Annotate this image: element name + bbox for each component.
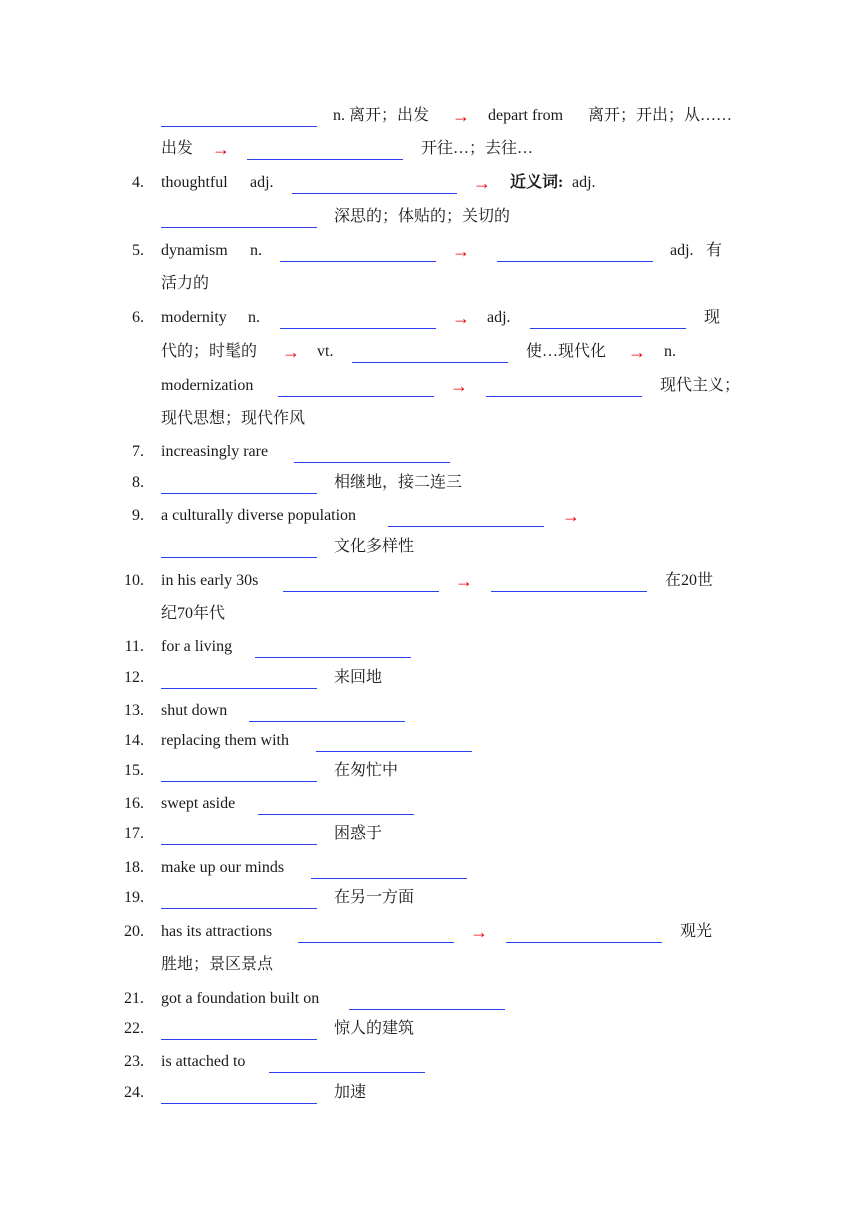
arrow-icon: →	[473, 173, 491, 193]
item-row	[0, 1050, 860, 1074]
item-text: 代的；时髦的	[161, 343, 258, 360]
arrow-icon: →	[628, 342, 646, 362]
arrow-icon: →	[452, 241, 470, 261]
answer-blank[interactable]	[161, 205, 317, 228]
item-text: adj.	[487, 309, 511, 326]
item-number: 24.	[124, 1084, 144, 1101]
item-text: 困惑于	[334, 825, 383, 842]
item-row	[0, 205, 860, 229]
item-number: 11.	[124, 638, 144, 655]
item-text: 文化多样性	[334, 538, 415, 555]
item-text: modernity	[161, 309, 227, 326]
answer-blank[interactable]	[161, 471, 317, 494]
item-row	[0, 792, 860, 816]
item-number: 21.	[124, 990, 144, 1007]
arrow-icon: →	[212, 139, 230, 159]
answer-blank[interactable]	[255, 635, 411, 658]
item-text: 惊人的建筑	[334, 1020, 415, 1037]
item-text: n.	[250, 242, 262, 259]
answer-blank[interactable]	[161, 886, 317, 909]
item-text: depart from	[488, 107, 564, 124]
item-number: 15.	[124, 762, 144, 779]
item-row	[0, 374, 860, 398]
answer-blank[interactable]	[161, 104, 317, 127]
item-number: 10.	[124, 572, 144, 589]
item-number: 12.	[124, 669, 144, 686]
item-row	[0, 306, 860, 330]
item-text: adj.	[572, 174, 596, 191]
item-row	[0, 635, 860, 659]
answer-blank[interactable]	[280, 239, 436, 262]
item-text: 深思的；体贴的；关切的	[334, 208, 511, 225]
item-number: 22.	[124, 1020, 144, 1037]
item-text: in his early 30s	[161, 572, 259, 589]
answer-blank[interactable]	[283, 569, 439, 592]
item-text: 观光	[680, 923, 713, 940]
answer-blank[interactable]	[247, 137, 403, 160]
item-row	[0, 569, 860, 593]
item-text: vt.	[317, 343, 334, 360]
item-text: got a foundation built on	[161, 990, 320, 1007]
item-row	[0, 340, 860, 364]
item-number: 7.	[132, 443, 144, 460]
item-text: a culturally diverse population	[161, 507, 357, 524]
item-row	[0, 953, 860, 977]
item-text: 近义词:	[510, 174, 564, 191]
item-row	[0, 987, 860, 1011]
answer-blank[interactable]	[486, 374, 642, 397]
answer-blank[interactable]	[530, 306, 686, 329]
item-text: 开往…；去往…	[421, 140, 534, 157]
item-text: 在另一方面	[334, 889, 415, 906]
item-number: 4.	[132, 174, 144, 191]
answer-blank[interactable]	[352, 340, 508, 363]
answer-blank[interactable]	[269, 1050, 425, 1073]
arrow-icon: →	[282, 342, 300, 362]
item-row	[0, 822, 860, 846]
item-text: n. 离开；出发	[333, 107, 430, 124]
item-text: increasingly rare	[161, 443, 269, 460]
item-number: 13.	[124, 702, 144, 719]
arrow-icon: →	[562, 506, 580, 526]
item-row	[0, 137, 860, 161]
item-text: 离开；开出；从……	[588, 107, 733, 124]
arrow-icon: →	[452, 106, 470, 126]
item-row	[0, 856, 860, 880]
item-row	[0, 1017, 860, 1041]
item-text: shut down	[161, 702, 228, 719]
item-row	[0, 407, 860, 431]
answer-blank[interactable]	[161, 1081, 317, 1104]
item-number: 9.	[132, 507, 144, 524]
item-text: 现代主义；	[660, 377, 741, 394]
item-text: make up our minds	[161, 859, 285, 876]
item-number: 19.	[124, 889, 144, 906]
item-number: 5.	[132, 242, 144, 259]
answer-blank[interactable]	[491, 569, 647, 592]
item-row	[0, 440, 860, 464]
item-text: thoughtful	[161, 174, 228, 191]
item-text: dynamism	[161, 242, 228, 259]
item-text: 现	[704, 309, 721, 326]
answer-blank[interactable]	[311, 856, 467, 879]
answer-blank[interactable]	[278, 374, 434, 397]
item-row	[0, 699, 860, 723]
arrow-icon: →	[452, 308, 470, 328]
item-row	[0, 602, 860, 626]
answer-blank[interactable]	[161, 822, 317, 845]
item-text: n.	[664, 343, 676, 360]
answer-blank[interactable]	[506, 920, 662, 943]
answer-blank[interactable]	[161, 535, 317, 558]
item-text: 在20世	[665, 572, 714, 589]
answer-blank[interactable]	[161, 1017, 317, 1040]
answer-blank[interactable]	[294, 440, 450, 463]
item-text: 胜地；景区景点	[161, 956, 274, 973]
item-number: 18.	[124, 859, 144, 876]
item-text: 现代思想；现代作风	[161, 410, 306, 427]
item-text: 纪70年代	[161, 605, 226, 622]
item-row	[0, 1081, 860, 1105]
item-text: replacing them with	[161, 732, 289, 749]
item-text: modernization	[161, 377, 254, 394]
item-text: 使…现代化	[526, 343, 607, 360]
arrow-icon: →	[470, 922, 488, 942]
answer-blank[interactable]	[258, 792, 414, 815]
answer-blank[interactable]	[292, 171, 457, 194]
item-number: 17.	[124, 825, 144, 842]
item-text: swept aside	[161, 795, 236, 812]
item-number: 20.	[124, 923, 144, 940]
item-row	[0, 535, 860, 559]
item-text: 加速	[334, 1084, 367, 1101]
item-text: 相继地，接二连三	[334, 474, 463, 491]
item-text: adj.	[670, 242, 694, 259]
item-row	[0, 239, 860, 263]
item-text: n.	[248, 309, 260, 326]
item-text: for a living	[161, 638, 233, 655]
answer-blank[interactable]	[298, 920, 454, 943]
item-row	[0, 272, 860, 296]
item-text: has its attractions	[161, 923, 273, 940]
answer-blank[interactable]	[280, 306, 436, 329]
item-row	[0, 471, 860, 495]
answer-blank[interactable]	[349, 987, 505, 1010]
item-number: 6.	[132, 309, 144, 326]
item-row	[0, 171, 860, 195]
item-number: 23.	[124, 1053, 144, 1070]
item-row	[0, 886, 860, 910]
answer-blank[interactable]	[497, 239, 653, 262]
answer-blank[interactable]	[316, 729, 472, 752]
item-row	[0, 504, 860, 528]
answer-blank[interactable]	[388, 504, 544, 527]
item-text: 来回地	[334, 669, 383, 686]
item-number: 8.	[132, 474, 144, 491]
arrow-icon: →	[455, 571, 473, 591]
answer-blank[interactable]	[161, 666, 317, 689]
arrow-icon: →	[450, 376, 468, 396]
item-text: adj.	[250, 174, 274, 191]
item-row	[0, 920, 860, 944]
item-row	[0, 759, 860, 783]
item-text: is attached to	[161, 1053, 246, 1070]
answer-blank[interactable]	[249, 699, 405, 722]
item-text: 出发	[161, 140, 194, 157]
item-row	[0, 666, 860, 690]
item-number: 16.	[124, 795, 144, 812]
item-text: 在匆忙中	[334, 762, 399, 779]
item-text: 活力的	[161, 275, 210, 292]
item-row	[0, 729, 860, 753]
item-text: 有	[706, 242, 723, 259]
answer-blank[interactable]	[161, 759, 317, 782]
item-row	[0, 104, 860, 128]
item-number: 14.	[124, 732, 144, 749]
